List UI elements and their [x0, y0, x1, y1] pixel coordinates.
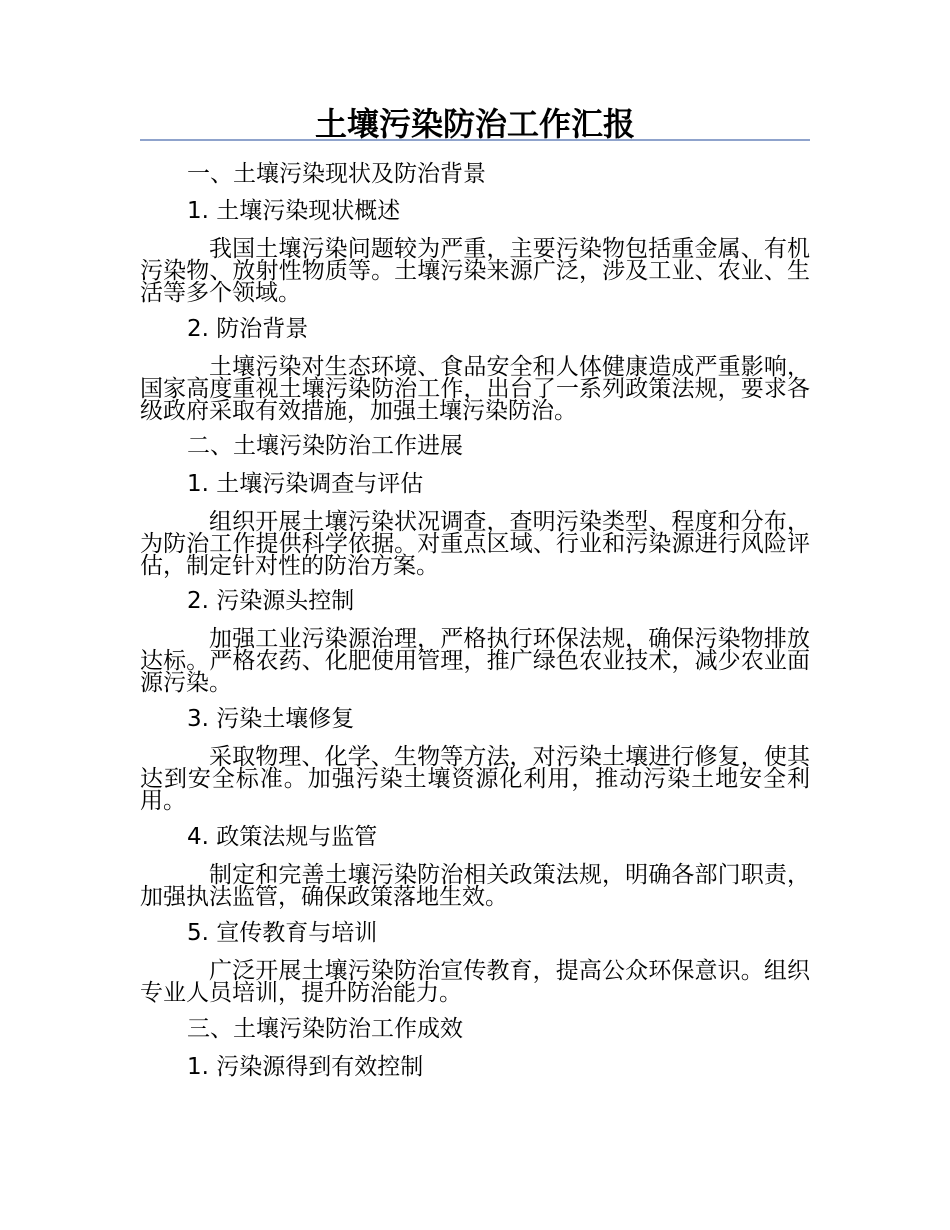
- subsection-heading: 2. 防治背景: [187, 316, 309, 342]
- document-title: 土壤污染防治工作汇报: [314, 105, 635, 143]
- subsection-heading: 1. 污染源得到有效控制: [187, 1054, 424, 1080]
- paragraph: 土壤污染对生态环境、食品安全和人体健康造成严重影响，国家高度重视土壤污染防治工作，出台了一系列政策法规，要求各级政府采取有效措施，加强土壤污染防治。: [140, 354, 810, 424]
- section-heading: 二、土壤污染防治工作进展: [187, 433, 463, 459]
- paragraph: 加强工业污染源治理，严格执行环保法规，确保污染物排放达标。严格农药、化肥使用管理，推广绿色农业技术，减少农业面源污染。: [140, 626, 810, 696]
- subsection-heading: 5. 宣传教育与培训: [187, 920, 378, 946]
- section-heading: 三、土壤污染防治工作成效: [187, 1016, 463, 1042]
- title-underline: [140, 139, 810, 141]
- subsection-heading: 1. 土壤污染调查与评估: [187, 471, 424, 497]
- paragraph: 广泛开展土壤污染防治宣传教育，提高公众环保意识。组织专业人员培训，提升防治能力。: [140, 958, 810, 1006]
- paragraph: 采取物理、化学、生物等方法，对污染土壤进行修复，使其达到安全标准。加强污染土壤资源化利用，推动污染土地安全利用。: [140, 744, 810, 814]
- paragraph: 我国土壤污染问题较为严重，主要污染物包括重金属、有机污染物、放射性物质等。土壤污染来源广泛，涉及工业、农业、生活等多个领域。: [140, 236, 810, 306]
- subsection-heading: 1. 土壤污染现状概述: [187, 198, 401, 224]
- paragraph: 制定和完善土壤污染防治相关政策法规，明确各部门职责，加强执法监管，确保政策落地生效。: [140, 862, 810, 910]
- subsection-heading: 3. 污染土壤修复: [187, 706, 355, 732]
- subsection-heading: 4. 政策法规与监管: [187, 824, 378, 850]
- section-heading: 一、土壤污染现状及防治背景: [187, 161, 486, 187]
- subsection-heading: 2. 污染源头控制: [187, 588, 355, 614]
- paragraph: 组织开展土壤污染状况调查，查明污染类型、程度和分布，为防治工作提供科学依据。对重点区域、行业和污染源进行风险评估，制定针对性的防治方案。: [140, 509, 810, 579]
